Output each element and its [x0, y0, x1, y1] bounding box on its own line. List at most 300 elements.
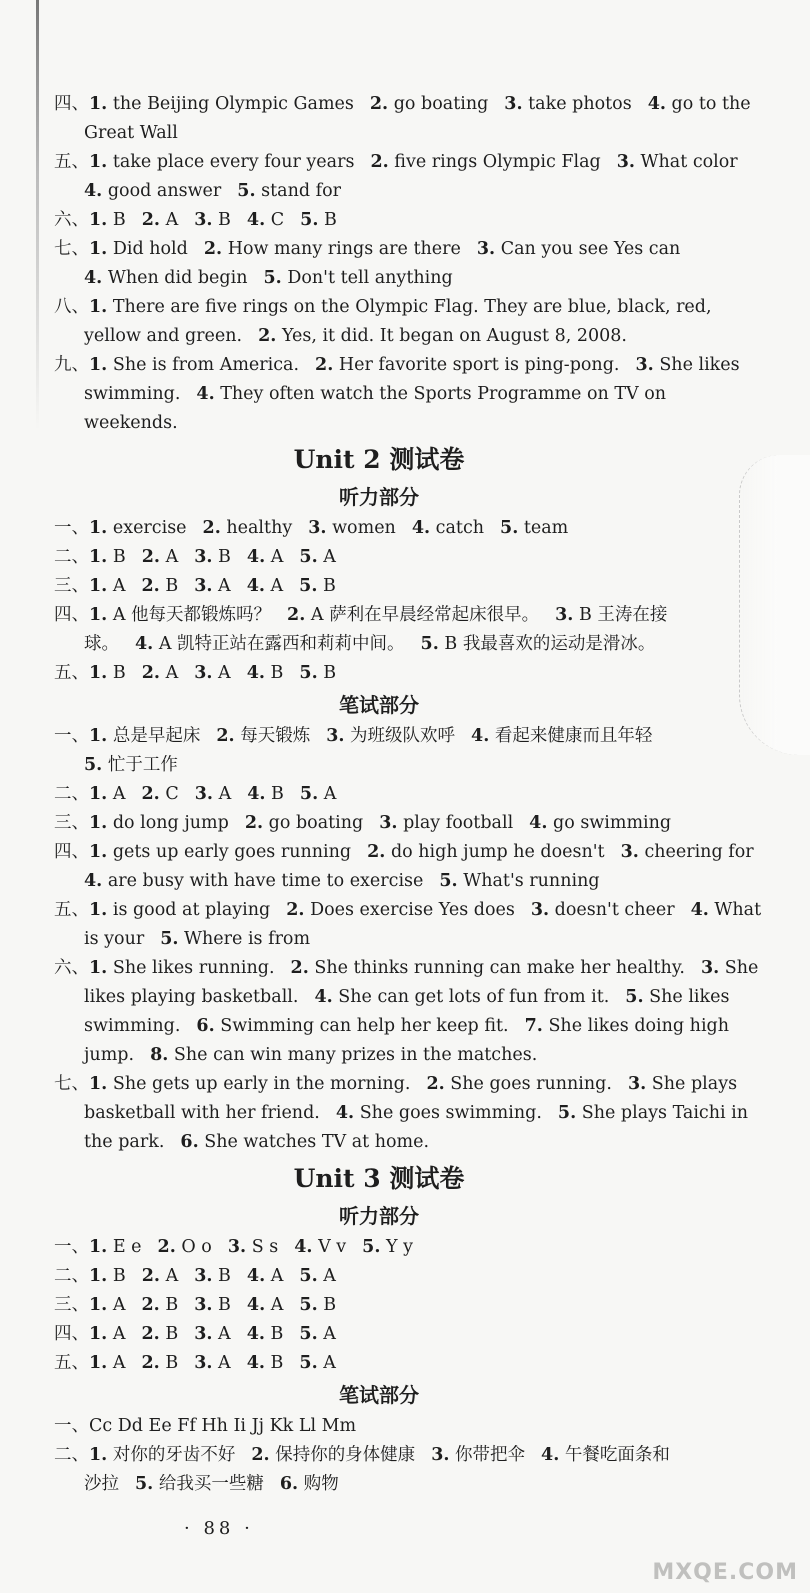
item-text: B: [317, 663, 337, 683]
item-number: 1.: [89, 900, 108, 920]
item-text: She watches TV at home.: [198, 1132, 430, 1152]
answer-item: [247, 663, 284, 683]
item-number: 3.: [700, 958, 720, 978]
answer-item: [204, 239, 461, 259]
item-text: A: [212, 1324, 231, 1344]
item-number: 1.: [89, 1353, 108, 1373]
answer-item: [89, 1266, 126, 1286]
answer-item: [89, 605, 271, 625]
item-number: 1.: [89, 726, 108, 746]
answer-item: [89, 94, 354, 114]
item-text: A: [160, 547, 179, 567]
item-number: 4.: [196, 384, 215, 404]
question-number: 一、: [54, 726, 89, 746]
answer-item: [264, 268, 453, 288]
answer-item: [89, 842, 351, 862]
answer-item: [291, 958, 685, 978]
answer-item: [142, 210, 178, 230]
question-number: 七、: [54, 1074, 89, 1094]
question-number: 一、: [54, 1237, 89, 1257]
item-number: 7.: [524, 1016, 543, 1036]
answer-item: [194, 1353, 230, 1373]
answer-item: [158, 1237, 212, 1257]
answer-item: [84, 268, 248, 288]
item-number: 2.: [370, 152, 389, 172]
answer-item: [84, 1132, 164, 1152]
answer-item: [258, 326, 627, 346]
answer-item: [531, 900, 675, 920]
item-text: jump.: [84, 1045, 135, 1065]
item-number: 4.: [335, 1103, 355, 1123]
answer-item: [247, 210, 284, 230]
answer-item: [247, 576, 283, 596]
answer-item: [245, 813, 363, 833]
answer-item: [216, 726, 310, 746]
answer-item: [142, 663, 178, 683]
item-text: team: [518, 518, 569, 538]
answer-line: [54, 1262, 704, 1291]
question-number: 六、: [54, 958, 89, 978]
answer-line: [54, 90, 751, 119]
item-text: She likes: [643, 987, 730, 1007]
answer-item: [300, 784, 336, 804]
answer-item: [286, 900, 515, 920]
answer-item: [84, 1103, 320, 1123]
item-number: 5.: [300, 210, 319, 230]
item-number: 2.: [203, 239, 223, 259]
item-text: exercise: [107, 518, 187, 538]
answer-item: [529, 813, 671, 833]
unit-title: Unit 2 测试卷: [293, 445, 465, 474]
question-number: 四、: [54, 1324, 89, 1344]
answer-item: [477, 239, 680, 259]
item-number: 6.: [196, 1016, 215, 1036]
answer-line: [54, 1470, 704, 1499]
item-number: 3.: [431, 1445, 450, 1465]
item-text: go swimming: [547, 813, 672, 833]
item-number: 5.: [299, 1266, 318, 1286]
item-text: swimming.: [84, 384, 181, 404]
item-text: S s: [246, 1237, 279, 1257]
answer-item: [299, 1295, 336, 1315]
item-number: 3.: [194, 1295, 213, 1315]
item-text: B: [159, 1353, 179, 1373]
question-number: 六、: [54, 210, 89, 230]
answer-content: [54, 90, 762, 1499]
answer-item: [555, 605, 667, 625]
item-number: 1.: [89, 518, 108, 538]
item-text: B: [107, 210, 126, 230]
answer-item: [558, 1103, 748, 1123]
item-number: 1.: [89, 1237, 108, 1257]
item-number: 5.: [362, 1237, 381, 1257]
item-text: 忙于工作: [102, 755, 178, 775]
item-text: She plays Taichi in: [576, 1103, 749, 1123]
item-text: C: [265, 210, 285, 230]
item-text: She can get lots of fun from it.: [332, 987, 610, 1007]
item-number: 5.: [299, 663, 318, 683]
item-number: 2.: [141, 1353, 160, 1373]
answer-item: [89, 547, 126, 567]
answer-line: [54, 722, 704, 751]
answer-item: [89, 900, 270, 920]
item-number: 6.: [180, 1132, 199, 1152]
answer-item: [280, 1474, 339, 1494]
item-text: take place every four years: [107, 152, 355, 172]
page-number: · 88 ·: [184, 1518, 254, 1539]
answer-item: [89, 1295, 125, 1315]
item-text: 购物: [298, 1474, 339, 1494]
item-text: C: [159, 784, 179, 804]
answer-item: [308, 518, 396, 538]
item-text: 每天锻炼: [234, 726, 311, 746]
answer-item: [84, 987, 298, 1007]
item-number: 3.: [627, 1074, 647, 1094]
answer-line: [54, 925, 704, 954]
item-text: A: [317, 547, 336, 567]
item-text: A: [107, 576, 126, 596]
item-number: 5.: [135, 1474, 154, 1494]
item-text: A: [107, 1324, 126, 1344]
answer-item: [194, 1266, 231, 1286]
answer-item: [89, 663, 126, 683]
item-text: Did hold: [107, 239, 188, 259]
answer-item: [247, 1324, 284, 1344]
answer-line: [54, 867, 704, 896]
answer-item: [362, 1237, 413, 1257]
item-text: B: [212, 547, 231, 567]
answer-item: [247, 547, 283, 567]
answer-line: [54, 322, 704, 351]
answer-item: [89, 726, 200, 746]
item-number: 4.: [246, 1266, 266, 1286]
item-number: 6.: [279, 1474, 299, 1494]
answer-item: [89, 355, 299, 375]
answer-line: [54, 572, 704, 601]
unit-title: Unit 3 测试卷: [293, 1164, 465, 1193]
item-number: 5.: [299, 576, 318, 596]
item-text: A: [107, 1353, 126, 1373]
answer-item: [84, 1016, 180, 1036]
answer-item: [525, 1016, 729, 1036]
answer-item: [84, 123, 178, 143]
item-text: Does exercise Yes does: [304, 900, 515, 920]
answer-item: [247, 1266, 283, 1286]
item-text: How many rings are there: [222, 239, 461, 259]
item-number: 4.: [135, 634, 154, 654]
item-text: She can win many prizes in the matches.: [168, 1045, 538, 1065]
item-text: She goes swimming.: [354, 1103, 542, 1123]
item-text: Cc Dd Ee Ff Hh Ii Jj Kk Ll Mm: [89, 1416, 357, 1436]
item-text: five rings Olympic Flag: [388, 152, 601, 172]
item-text: good answer: [102, 181, 222, 201]
answer-item: [251, 1445, 415, 1465]
item-number: 4.: [690, 900, 709, 920]
scan-edge-shadow: [36, 0, 39, 430]
answer-item: [625, 987, 729, 1007]
answer-item: [141, 1353, 178, 1373]
answer-item: [194, 576, 230, 596]
item-text: do high jump he doesn't: [385, 842, 605, 862]
answer-item: [299, 547, 335, 567]
item-number: 1.: [89, 842, 108, 862]
item-text: A 凯特正站在露西和莉莉中间。: [153, 634, 405, 654]
answer-item: [431, 1445, 525, 1465]
answer-item: [89, 1324, 125, 1344]
question-number: 四、: [54, 94, 89, 114]
answer-line: [54, 543, 704, 572]
item-text: 你带把伞: [449, 1445, 526, 1465]
answer-item: [196, 384, 666, 404]
item-text: B 我最喜欢的运动是滑冰。: [438, 634, 656, 654]
item-number: 4.: [84, 871, 103, 891]
item-text: There are five rings on the Olympic Flag. They are blue, black, red,: [107, 297, 712, 317]
item-number: 2.: [141, 210, 160, 230]
item-number: 1.: [89, 958, 108, 978]
question-number: 二、: [54, 1445, 89, 1465]
item-text: catch: [430, 518, 485, 538]
answer-item: [628, 1074, 737, 1094]
item-number: 2.: [141, 1324, 160, 1344]
answer-item: [89, 1445, 235, 1465]
answer-item: [160, 929, 310, 949]
item-number: 5.: [237, 181, 256, 201]
item-number: 5.: [557, 1103, 577, 1123]
item-number: 4.: [529, 813, 548, 833]
item-text: Swimming can help her keep fit.: [214, 1016, 509, 1036]
answer-item: [84, 929, 144, 949]
item-number: 3.: [616, 152, 635, 172]
item-text: B: [264, 1324, 284, 1344]
answer-line: [54, 1441, 704, 1470]
answer-item: [299, 576, 336, 596]
question-number: 二、: [54, 1266, 89, 1286]
item-number: 2.: [369, 94, 389, 114]
answer-item: [621, 842, 754, 862]
answer-item: [300, 210, 337, 230]
item-text: B: [317, 576, 336, 596]
item-number: 1.: [89, 297, 108, 317]
answer-line: [54, 148, 738, 177]
watermark-logo: [652, 1560, 798, 1585]
item-text: likes playing basketball.: [84, 987, 299, 1007]
item-number: 2.: [287, 605, 306, 625]
answer-item: [84, 1045, 134, 1065]
answer-line: [54, 630, 704, 659]
item-text: A: [160, 663, 179, 683]
item-number: 3.: [194, 1353, 213, 1373]
answer-item: [370, 152, 600, 172]
item-number: 2.: [157, 1237, 176, 1257]
question-number: 九、: [54, 355, 89, 375]
watermark-text: MXQE.COM: [652, 1560, 798, 1585]
answer-item: [89, 1074, 410, 1094]
answer-line: [54, 838, 754, 867]
answer-line: [54, 293, 712, 322]
answer-line: [54, 601, 704, 630]
answer-item: [194, 547, 231, 567]
answer-item: [89, 958, 275, 978]
item-number: 3.: [379, 813, 398, 833]
answer-item: [247, 1353, 284, 1373]
item-text: A: [318, 784, 337, 804]
item-number: 5.: [299, 1295, 318, 1315]
item-number: 1.: [89, 1445, 108, 1465]
item-text: What: [708, 900, 762, 920]
answer-item: [141, 1295, 178, 1315]
item-number: 4.: [411, 518, 431, 538]
item-number: 4.: [471, 726, 490, 746]
item-number: 3.: [555, 605, 574, 625]
answer-line: [54, 751, 704, 780]
item-text: gets up early goes running: [107, 842, 352, 862]
item-text: She thinks running can make her healthy.: [308, 958, 685, 978]
answer-line: [54, 1349, 704, 1378]
item-number: 1.: [89, 355, 108, 375]
item-text: 球。: [84, 634, 119, 654]
item-number: 3.: [476, 239, 496, 259]
item-number: 2.: [290, 958, 309, 978]
answer-item: [500, 518, 568, 538]
item-number: 2.: [286, 900, 305, 920]
question-number: 四、: [54, 605, 89, 625]
answer-item: [421, 634, 656, 654]
answer-item: [635, 355, 739, 375]
item-text: B: [264, 663, 284, 683]
answer-item: [194, 663, 230, 683]
answer-line: [54, 1128, 704, 1157]
item-number: 4.: [246, 1353, 265, 1373]
answer-line: [54, 380, 704, 409]
item-text: A 萨利在早晨经常起床很早。: [305, 605, 540, 625]
item-text: B: [264, 1353, 284, 1373]
item-text: B: [212, 210, 231, 230]
item-text: A: [317, 1353, 336, 1373]
item-number: 2.: [216, 726, 235, 746]
item-text: What color: [634, 152, 738, 172]
item-number: 5.: [299, 784, 319, 804]
item-number: 2.: [141, 663, 160, 683]
answer-item: [194, 1324, 230, 1344]
item-number: 5.: [299, 1324, 318, 1344]
item-number: 5.: [500, 518, 519, 538]
answer-item: [617, 152, 738, 172]
item-text: She likes doing high: [542, 1016, 730, 1036]
item-text: Where is from: [178, 929, 311, 949]
item-text: B 王涛在接: [573, 605, 668, 625]
item-number: 3.: [194, 1324, 213, 1344]
item-number: 8.: [150, 1045, 169, 1065]
item-text: She is from America.: [107, 355, 300, 375]
answer-item: [84, 634, 119, 654]
answer-item: [150, 1045, 537, 1065]
answer-line: [54, 235, 704, 264]
item-text: is good at playing: [107, 900, 271, 920]
answer-item: [299, 1324, 335, 1344]
answer-line: [54, 896, 762, 925]
item-text: B: [318, 210, 337, 230]
item-number: 2.: [251, 1445, 270, 1465]
item-text: B: [107, 663, 126, 683]
answer-line: [54, 1320, 704, 1349]
item-text: A: [212, 663, 231, 683]
item-text: A: [264, 576, 284, 596]
question-number: 七、: [54, 239, 89, 259]
answer-item: [141, 576, 178, 596]
item-number: 4.: [246, 547, 266, 567]
item-number: 3.: [504, 94, 523, 114]
item-text: 为班级队欢呼: [344, 726, 456, 746]
answer-item: [701, 958, 758, 978]
answer-item: [326, 726, 455, 746]
item-text: A: [265, 1295, 284, 1315]
item-text: B: [212, 1295, 231, 1315]
item-number: 3.: [194, 784, 213, 804]
answer-line: [54, 809, 704, 838]
answer-item: [194, 210, 231, 230]
answer-item: [314, 987, 609, 1007]
item-number: 5.: [420, 634, 439, 654]
item-text: doesn't cheer: [549, 900, 675, 920]
answer-line: [54, 1412, 704, 1441]
question-number: 五、: [54, 152, 89, 172]
answer-item: [89, 784, 125, 804]
item-number: 4.: [84, 181, 103, 201]
question-number: 三、: [54, 576, 89, 596]
item-text: She likes running.: [107, 958, 275, 978]
answer-line: [54, 1099, 749, 1128]
item-number: 4.: [246, 1324, 265, 1344]
item-text: the park.: [84, 1132, 165, 1152]
item-text: A: [212, 576, 231, 596]
answer-item: [142, 1266, 178, 1286]
answer-item: [228, 1237, 278, 1257]
answer-item: [84, 181, 221, 201]
item-text: is your: [84, 929, 145, 949]
item-text: basketball with her friend.: [84, 1103, 320, 1123]
item-text: the Beijing Olympic Games: [107, 94, 354, 114]
answer-item: [691, 900, 762, 920]
item-text: swimming.: [84, 1016, 181, 1036]
answer-item: [504, 94, 631, 114]
answer-item: [89, 1416, 356, 1436]
answer-item: [299, 1353, 335, 1373]
answer-line: [54, 983, 730, 1012]
answer-line: [54, 1012, 730, 1041]
item-text: 给我买一些糖: [153, 1474, 264, 1494]
item-text: B: [107, 547, 126, 567]
item-number: 1.: [89, 663, 108, 683]
item-text: do long jump: [107, 813, 229, 833]
question-number: 一、: [54, 1416, 89, 1436]
answer-line: [54, 409, 704, 438]
item-text: Y y: [380, 1237, 414, 1257]
item-number: 2.: [141, 1295, 160, 1315]
answer-line: [54, 119, 704, 148]
item-number: 3.: [194, 663, 213, 683]
item-text: She gets up early in the morning.: [107, 1074, 411, 1094]
question-number: 三、: [54, 813, 89, 833]
answer-item: [84, 413, 178, 433]
torn-paper-edge: [739, 455, 810, 755]
item-text: She plays: [646, 1074, 738, 1094]
answer-item: [89, 1353, 125, 1373]
item-number: 2.: [426, 1074, 445, 1094]
item-number: 2.: [367, 842, 386, 862]
item-number: 2.: [141, 784, 160, 804]
item-text: stand for: [255, 181, 341, 201]
item-text: A: [160, 1266, 179, 1286]
